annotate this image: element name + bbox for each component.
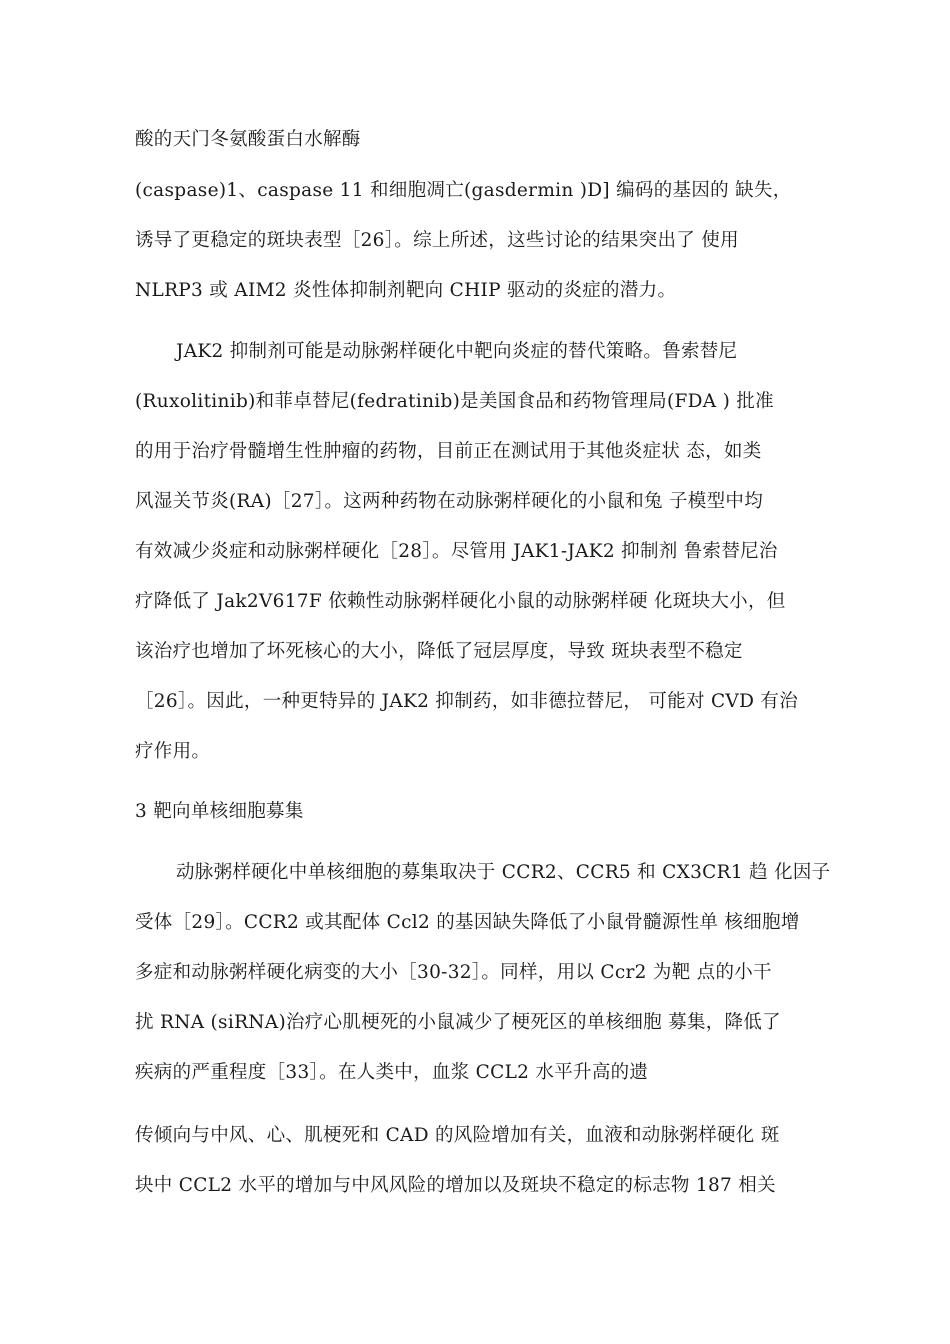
text-line: NLRP3 或 AIM2 炎性体抑制剂靶向 CHIP 驱动的炎症的潜力。 — [135, 280, 677, 301]
text-line: 传倾向与中风、心、肌梗死和 CAD 的风险增加有关，血液和动脉粥样硬化 斑 — [135, 1125, 780, 1146]
text-line: 该治疗也增加了坏死核心的大小，降低了冠层厚度，导致 斑块表型不稳定 — [135, 641, 743, 662]
paragraph-first-line: JAK2 抑制剂可能是动脉粥样硬化中靶向炎症的替代策略。鲁索替尼 — [176, 341, 738, 362]
text-line: 块中 CCL2 水平的增加与中风风险的增加以及斑块不稳定的标志物 187 相关 — [135, 1175, 776, 1196]
text-line: 有效减少炎症和动脉粥样硬化［28］。尽管用 JAK1-JAK2 抑制剂 鲁索替尼治 — [135, 541, 778, 562]
text-line: 疗降低了 Jak2V617F 依赖性动脉粥样硬化小鼠的动脉粥样硬 化斑块大小，但 — [135, 591, 786, 612]
text-line: 扰 RNA (siRNA)治疗心肌梗死的小鼠减少了梗死区的单核细胞 募集，降低了 — [135, 1012, 781, 1033]
text-line: 酸的天门冬氨酸蛋白水解酶 — [135, 129, 361, 150]
text-line: 的用于治疗骨髓增生性肿瘤的药物，目前正在测试用于其他炎症状 态，如类 — [135, 441, 762, 462]
text-line: 多症和动脉粥样硬化病变的大小［30-32］。同样，用以 Ccr2 为靶 点的小干 — [135, 962, 772, 983]
text-line: 诱导了更稳定的斑块表型［26］。综上所述，这些讨论的结果突出了 使用 — [135, 230, 739, 251]
text-line: 受体［29］。CCR2 或其配体 Ccl2 的基因缺失降低了小鼠骨髓源性单 核细胞增 — [135, 912, 800, 933]
text-line: 风湿关节炎(RA)［27］。这两种药物在动脉粥样硬化的小鼠和兔 子模型中均 — [135, 491, 763, 512]
paragraph-first-line: 动脉粥样硬化中单核细胞的募集取决于 CCR2、CCR5 和 CX3CR1 趋 化因子 — [176, 862, 831, 883]
text-line: 疗作用。 — [135, 741, 211, 762]
text-line: 疾病的严重程度［33］。在人类中，血浆 CCL2 水平升高的遗 — [135, 1062, 649, 1083]
text-line: ［26］。因此，一种更特异的 JAK2 抑制药，如非德拉替尼， 可能对 CVD 有治 — [135, 691, 799, 712]
text-line: (Ruxolitinib)和菲卓替尼(fedratinib)是美国食品和药物管理局(FDA ) 批准 — [135, 391, 774, 412]
section-heading: 3 靶向单核细胞募集 — [135, 801, 304, 822]
text-line: (caspase)1、caspase 11 和细胞凋亡(gasdermin )D] 编码的基因的 缺失， — [135, 180, 792, 201]
